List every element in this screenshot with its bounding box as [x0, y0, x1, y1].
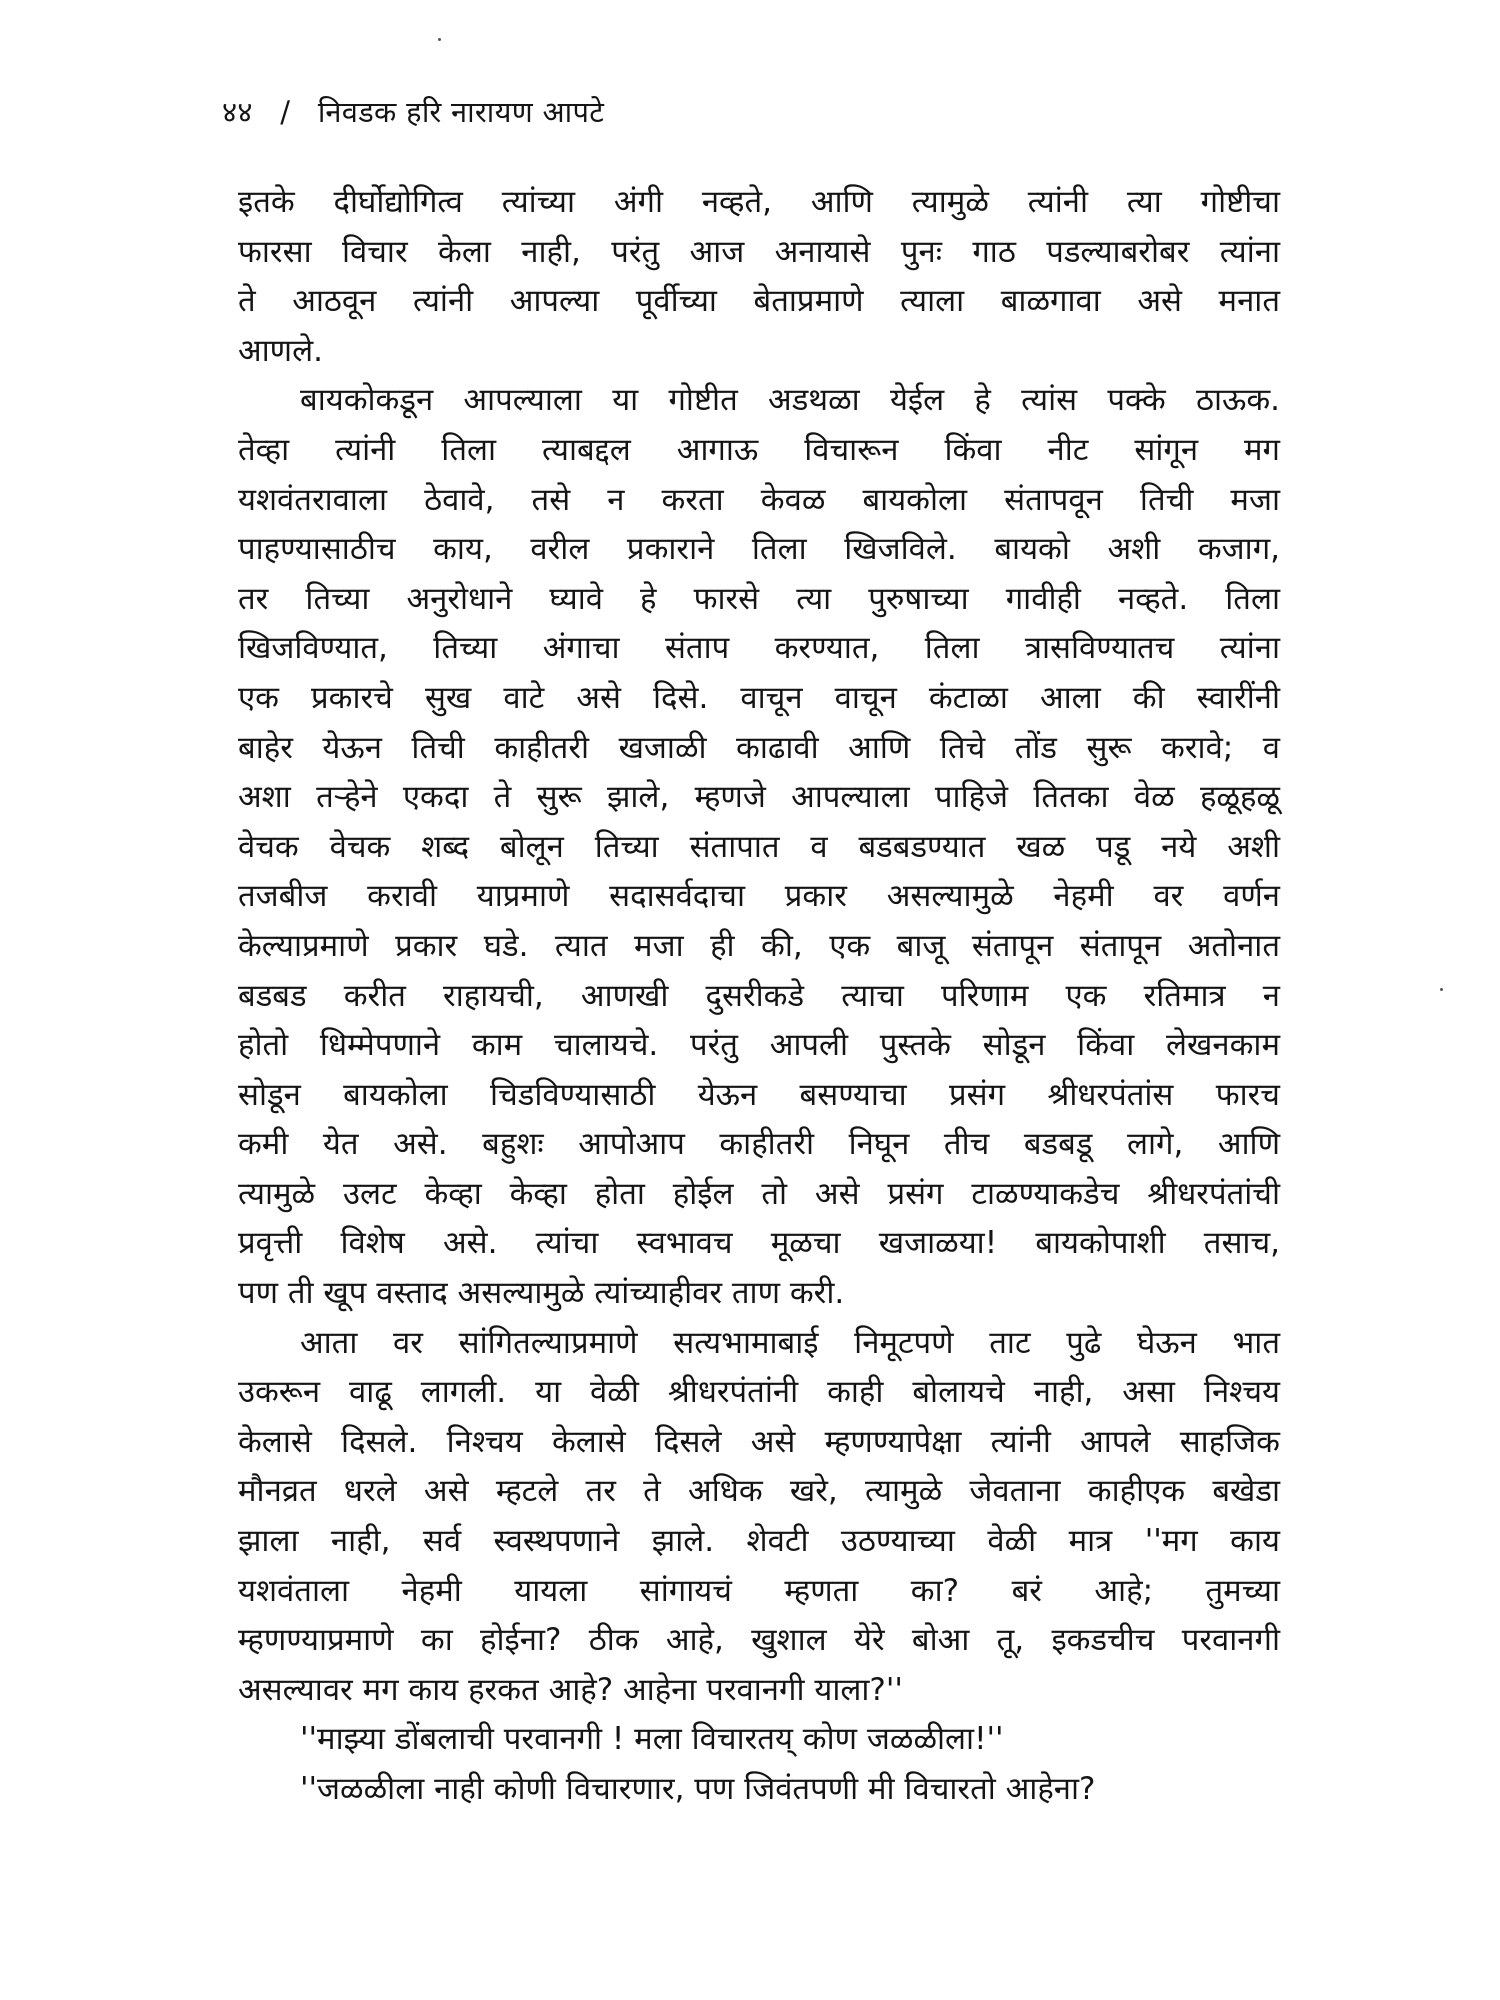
text-line: इतके दीर्घोद्योगित्व त्यांच्या अंगी नव्हते, आणि त्यामुळे त्यांनी त्या गोष्टीचा [238, 184, 1280, 220]
text-line: अशा तऱ्हेने एकदा ते सुरू झाले, म्हणजे आपल्याला पाहिजे तितका वेळ हळूहळू [238, 779, 1280, 816]
page-body [238, 178, 1280, 1815]
text-line: बडबड करीत राहायची, आणखी दुसरीकडे त्याचा परिणाम एक रतिमात्र न [238, 977, 1280, 1014]
text-line: बायकोकडून आपल्याला या गोष्टीत अडथळा येईल हे त्यांस पक्के ठाऊक. [300, 382, 1280, 419]
book-title: निवडक हरि नारायण आपटे [317, 95, 605, 129]
text-line: प्रवृत्ती विशेष असे. त्यांचा स्वभावच मूळचा खजाळया! बायकोपाशी तसाच, [238, 1225, 1280, 1262]
text-line: फारसा विचार केला नाही, परंतु आज अनायासे पुनः गाठ पडल्याबरोबर त्यांना [238, 233, 1280, 270]
text-line: बाहेर येऊन तिची काहीतरी खजाळी काढावी आणि तिचे तोंड सुरू करावे; व [238, 729, 1280, 766]
text-line: कमी येत असे. बहुशः आपोआप काहीतरी निघून तीच बडबडू लागे, आणि [238, 1126, 1280, 1163]
text-line: म्हणण्याप्रमाणे का होईना? ठीक आहे, खुशाल येरे बोआ तू, इकडचीच परवानगी [238, 1622, 1280, 1659]
header-separator: / [280, 95, 291, 129]
text-line: खिजविण्यात, तिच्या अंगाचा संताप करण्यात, तिला त्रासविण्यातच त्यांना [238, 630, 1280, 667]
text-line: एक प्रकारचे सुख वाटे असे दिसे. वाचून वाचून कंटाळा आला की स्वारींनी [238, 679, 1280, 716]
page-header [222, 92, 604, 131]
page-number: ४४ [222, 95, 253, 129]
text-line: तेव्हा त्यांनी तिला त्याबद्दल आगाऊ विचारून किंवा नीट सांगून मग [238, 431, 1280, 468]
text-line: ''माझ्या डोंबलाची परवानगी ! मला विचारतय् कोण जळळीला!'' [300, 1721, 1004, 1758]
text-line: उकरून वाढू लागली. या वेळी श्रीधरपंतांनी काही बोलायचे नाही, असा निश्चय [238, 1374, 1280, 1411]
text-line: होतो धिम्मेपणाने काम चालायचे. परंतु आपली पुस्तके सोडून किंवा लेखनकाम [238, 1027, 1280, 1064]
text-line: आता वर सांगितल्याप्रमाणे सत्यभामाबाई निमूटपणे ताट पुढे घेऊन भात [300, 1324, 1280, 1361]
text-line: यशवंताला नेहमी यायला सांगायचं म्हणता का? बरं आहे; तुमच्या [238, 1572, 1280, 1609]
text-line: वेचक वेचक शब्द बोलून तिच्या संतापात व बडबडण्यात खळ पडू नये अशी [238, 828, 1280, 865]
text-line: तजबीज करावी याप्रमाणे सदासर्वदाचा प्रकार असल्यामुळे नेहमी वर वर्णन [238, 878, 1280, 915]
text-line: झाला नाही, सर्व स्वस्थपणाने झाले. शेवटी उठण्याच्या वेळी मात्र ''मग काय [238, 1523, 1280, 1560]
text-line: पाहण्यासाठीच काय, वरील प्रकाराने तिला खिजविले. बायको अशी कजाग, [238, 531, 1280, 568]
text-line: ''जळळीला नाही कोणी विचारणार, पण जिवंतपणी मी विचारतो आहेना? [300, 1771, 1096, 1807]
text-line: असल्यावर मग काय हरकत आहे? आहेना परवानगी याला?'' [238, 1671, 903, 1708]
scan-speck [1440, 988, 1443, 991]
scan-speck [438, 38, 441, 41]
text-line: त्यामुळे उलट केव्हा केव्हा होता होईल तो असे प्रसंग टाळण्याकडेच श्रीधरपंतांची [238, 1175, 1280, 1212]
text-line: यशवंतरावाला ठेवावे, तसे न करता केवळ बायकोला संतापवून तिची मजा [238, 481, 1280, 518]
text-line: केलासे दिसले. निश्चय केलासे दिसले असे म्हणण्यापेक्षा त्यांनी आपले साहजिक [238, 1423, 1280, 1460]
text-line: सोडून बायकोला चिडविण्यासाठी येऊन बसण्याचा प्रसंग श्रीधरपंतांस फारच [238, 1076, 1280, 1113]
text-line: मौनव्रत धरले असे म्हटले तर ते अधिक खरे, त्यामुळे जेवताना काहीएक बखेडा [238, 1473, 1280, 1510]
text-line: पण ती खूप वस्ताद असल्यामुळे त्यांच्याहीवर ताण करी. [238, 1275, 845, 1312]
text-line: आणले. [238, 332, 323, 369]
text-line: केल्याप्रमाणे प्रकार घडे. त्यात मजा ही की, एक बाजू संतापून संतापून अतोनात [238, 927, 1280, 964]
text-line: तर तिच्या अनुरोधाने घ्यावे हे फारसे त्या पुरुषाच्या गावीही नव्हते. तिला [238, 580, 1280, 617]
text-line: ते आठवून त्यांनी आपल्या पूर्वीच्या बेताप्रमाणे त्याला बाळगावा असे मनात [238, 283, 1280, 320]
